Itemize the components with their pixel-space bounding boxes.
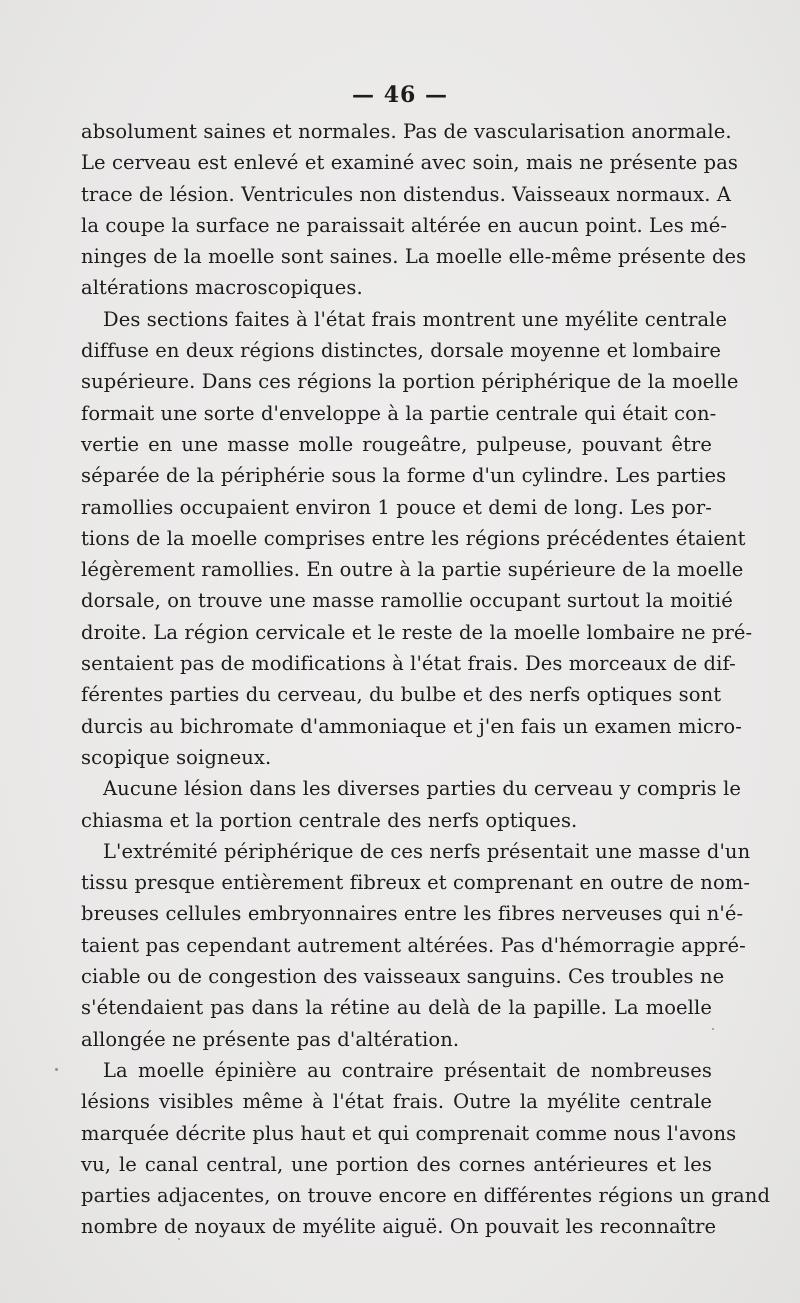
text-line: Aucune lésion dans les diverses parties du cerveau y compris le bbox=[103, 777, 742, 801]
text-line: L'extrémité périphérique de ces nerfs présentait une masse d'un bbox=[103, 839, 751, 863]
text-line: séparée de la périphérie sous la forme d'un cylindre. Les parties bbox=[81, 464, 727, 488]
text-line: sentaient pas de modifications à l'état frais. Des morceaux de dif- bbox=[81, 652, 736, 676]
text-line: allongée ne présente pas d'altération. bbox=[81, 1027, 460, 1051]
paper-speck bbox=[178, 1238, 180, 1240]
text-line: tissu presque entièrement fibreux et comprenant en outre de nom- bbox=[81, 871, 751, 895]
text-line: durcis au bichromate d'ammoniaque et j'en fais un examen micro- bbox=[81, 714, 742, 738]
text-line: formait une sorte d'enveloppe à la partie centrale qui était con- bbox=[81, 401, 717, 425]
paper-speck bbox=[55, 1068, 58, 1071]
text-line: vu, le canal central, une portion des cornes antérieures et les bbox=[81, 1152, 712, 1176]
text-line: absolument saines et normales. Pas de vascularisation anormale. bbox=[81, 120, 732, 143]
text-line: dorsale, on trouve une masse ramollie occupant surtout la moitié bbox=[81, 589, 733, 613]
text-line: breuses cellules embryonnaires entre les fibres nerveuses qui n'é- bbox=[81, 902, 744, 926]
text-line: La moelle épinière au contraire présentait de nombreuses bbox=[103, 1058, 712, 1082]
paragraph bbox=[81, 773, 742, 836]
paragraph bbox=[81, 1055, 771, 1243]
text-line: trace de lésion. Ventricules non distendus. Vaisseaux normaux. A bbox=[81, 182, 732, 206]
text-line: nombre de noyaux de myélite aiguë. On pouvait les reconnaître bbox=[81, 1215, 717, 1239]
text-line: taient pas cependant autrement altérées. Pas d'hémorragie appré- bbox=[81, 933, 746, 957]
page-number: — 46 — bbox=[352, 82, 448, 108]
text-line: altérations macroscopiques. bbox=[81, 276, 363, 300]
text-line: ninges de la moelle sont saines. La moelle elle-même présente des bbox=[81, 245, 747, 269]
text-line: vertie en une masse molle rougeâtre, pulpeuse, pouvant être bbox=[81, 432, 712, 456]
text-line: Des sections faites à l'état frais montrent une myélite centrale bbox=[103, 307, 728, 331]
text-line: diffuse en deux régions distinctes, dorsale moyenne et lombaire bbox=[81, 339, 722, 363]
text-line: supérieure. Dans ces régions la portion périphérique de la moelle bbox=[81, 370, 739, 394]
paragraph bbox=[81, 836, 751, 1055]
text-line: scopique soigneux. bbox=[81, 745, 272, 769]
text-line: ramollies occupaient environ 1 pouce et demi de long. Les por- bbox=[81, 495, 712, 519]
text-line: parties adjacentes, on trouve encore en différentes régions un grand bbox=[81, 1184, 771, 1208]
text-line: tions de la moelle comprises entre les régions précédentes étaient bbox=[81, 526, 746, 550]
body-text bbox=[81, 116, 771, 1243]
paragraph bbox=[81, 116, 747, 304]
text-line: la coupe la surface ne paraissait altérée en aucun point. Les mé- bbox=[81, 213, 728, 237]
text-line: Le cerveau est enlevé et examiné avec soin, mais ne présente pas bbox=[81, 151, 739, 175]
text-line: légèrement ramollies. En outre à la partie supérieure de la moelle bbox=[81, 558, 744, 582]
text-line: ciable ou de congestion des vaisseaux sanguins. Ces troubles ne bbox=[81, 965, 725, 989]
text-line: marquée décrite plus haut et qui comprenait comme nous l'avons bbox=[81, 1121, 737, 1145]
text-line: férentes parties du cerveau, du bulbe et des nerfs optiques sont bbox=[81, 683, 722, 707]
text-line: s'étendaient pas dans la rétine au delà de la papille. La moelle bbox=[81, 996, 712, 1020]
text-line: lésions visibles même à l'état frais. Outre la myélite centrale bbox=[81, 1090, 712, 1114]
text-line: droite. La région cervicale et le reste de la moelle lombaire ne pré- bbox=[81, 620, 753, 644]
paper-speck bbox=[712, 1028, 714, 1030]
paragraph bbox=[81, 304, 753, 773]
text-line: chiasma et la portion centrale des nerfs optiques. bbox=[81, 808, 578, 832]
